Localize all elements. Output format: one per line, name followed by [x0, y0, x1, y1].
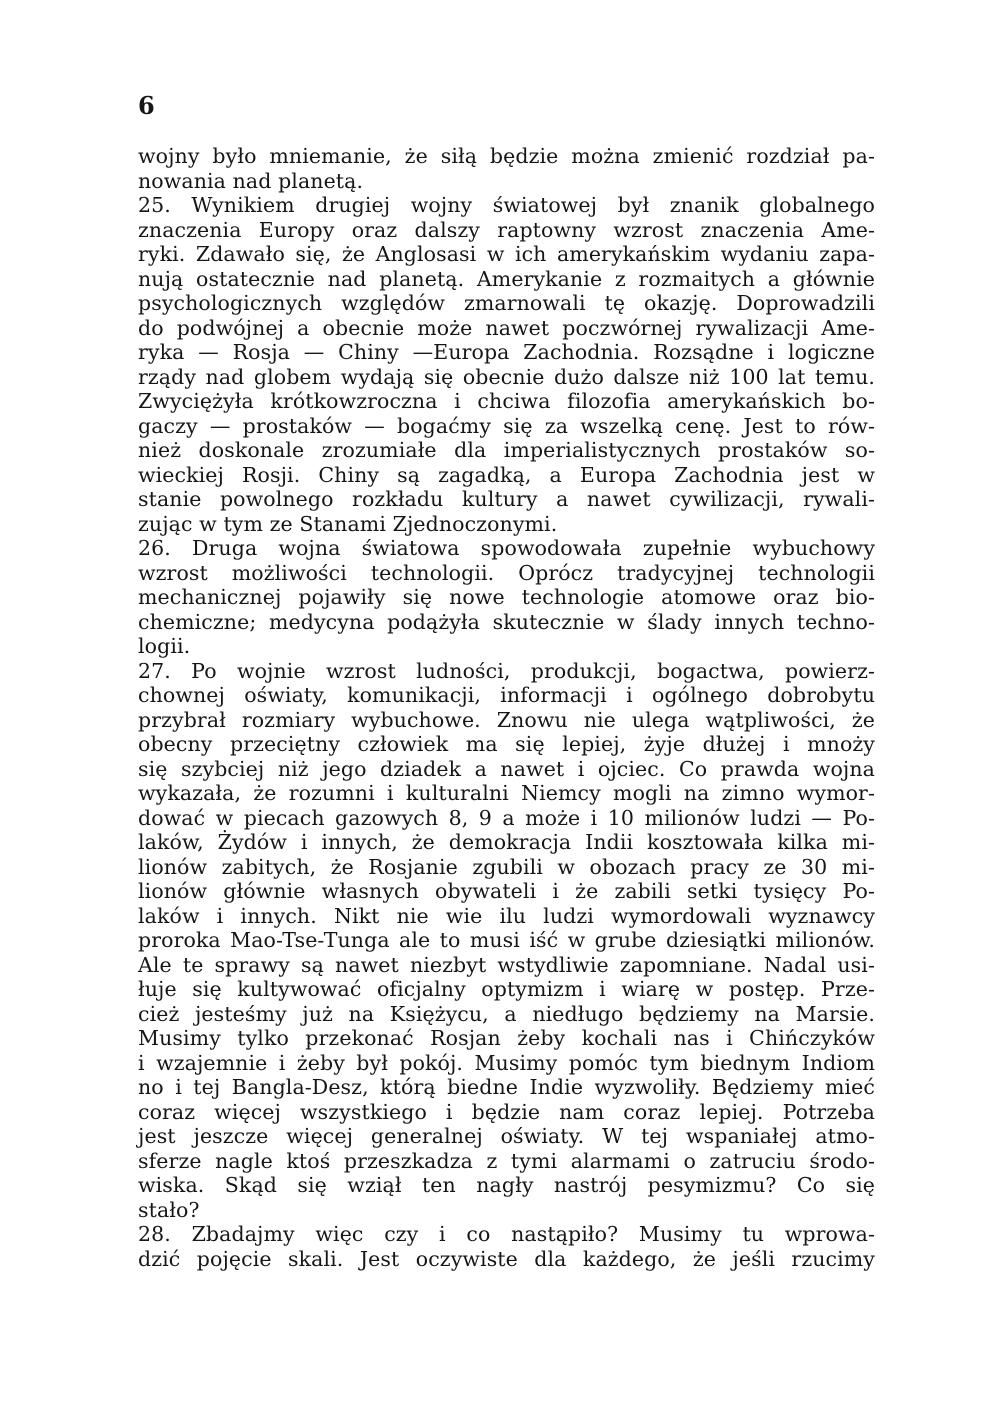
- text-line: Ale te sprawy są nawet niezbyt wstydliwie zapomniane. Nadal usi-: [138, 952, 875, 977]
- text-line: coraz więcej wszystkiego i będzie nam coraz lepiej. Potrzeba: [138, 1099, 875, 1124]
- text-block-main: [138, 144, 875, 1222]
- text-line: ryki. Zdawało się, że Anglosasi w ich amerykańskim wydaniu zapa-: [138, 242, 875, 266]
- text-line: psychologicznych względów zmarnowali tę okazję. Doprowadzili: [138, 291, 875, 315]
- text-line: dować w piecach gazowych 8, 9 a może i 10 milionów ludzi — Po-: [138, 805, 875, 830]
- text-line: dzić pojęcie skali. Jest oczywiste dla każdego, że jeśli rzucimy: [138, 1246, 875, 1271]
- text-line: sferze nagle ktoś przeszkadza z tymi alarmami o zatruciu środo-: [138, 1148, 875, 1173]
- text-line: wojny było mniemanie, że siłą będzie można zmienić rozdział pa-: [138, 144, 875, 168]
- text-line: lionów zabitych, że Rosjanie zgubili w obozach pracy ze 30 mi-: [138, 854, 875, 879]
- text-line: łuje się kultywować oficjalny optymizm i wiarę w postęp. Prze-: [138, 977, 875, 1001]
- text-line: wzrost możliwości technologii. Oprócz tradycyjnej technologii: [138, 560, 875, 585]
- text-line: i wzajemnie i żeby był pokój. Musimy pomóc tym biednym Indiom: [138, 1050, 875, 1075]
- text-line: cież jesteśmy już na Księżycu, a niedługo będziemy na Marsie.: [138, 1001, 875, 1026]
- text-line: 28. Zbadajmy więc czy i co nastąpiło? Musimy tu wprowa-: [138, 1222, 875, 1246]
- text-line: gaczy — prostaków — bogaćmy się za wszelką cenę. Jest to rów-: [138, 413, 875, 438]
- text-line: obecny przeciętny człowiek ma się lepiej, żyje dłużej i mnoży: [138, 732, 875, 756]
- text-line: Zwyciężyła krótkowzroczna i chciwa filozofia amerykańskich bo-: [138, 389, 875, 413]
- text-line: stało?: [138, 1197, 200, 1222]
- text-line: chownej oświaty, komunikacji, informacji i ogólnego dobrobytu: [138, 683, 875, 707]
- text-block-paragraph-28: [138, 1222, 875, 1271]
- text-line: Musimy tylko przekonać Rosjan żeby kochali nas i Chińczyków: [138, 1026, 875, 1050]
- text-line: logii.: [138, 634, 191, 658]
- text-line: lionów głównie własnych obywateli i że zabili setki tysięcy Po-: [138, 879, 875, 903]
- text-line: nują ostatecznie nad planetą. Amerykanie z rozmaitych a głównie: [138, 266, 875, 291]
- text-line: się szybciej niż jego dziadek a nawet i ojciec. Co prawda wojna: [138, 756, 875, 781]
- text-line: przybrał rozmiary wybuchowe. Znowu nie ulega wątpliwości, że: [138, 707, 875, 732]
- text-line: wieckiej Rosji. Chiny są zagadką, a Europa Zachodnia jest w: [138, 462, 875, 487]
- text-line: nież doskonale zrozumiałe dla imperialistycznych prostaków so-: [138, 438, 875, 462]
- text-line: laków, Żydów i innych, że demokracja Indii kosztowała kilka mi-: [138, 830, 875, 854]
- text-line: zując w tym ze Stanami Zjednoczonymi.: [138, 511, 558, 536]
- text-line: wykazała, że rozumni i kulturalni Niemcy mogli na zimno wymor-: [138, 781, 875, 805]
- text-line: 27. Po wojnie wzrost ludności, produkcji, bogactwa, powierz-: [138, 658, 875, 683]
- page-number: 6: [138, 91, 155, 120]
- text-line: jest jeszcze więcej generalnej oświaty. W tej wspaniałej atmo-: [138, 1124, 875, 1148]
- text-line: wiska. Skąd się wziął ten nagły nastrój pesymizmu? Co się: [138, 1173, 875, 1197]
- text-line: rządy nad globem wydają się obecnie dużo dalsze niż 100 lat temu.: [138, 364, 875, 389]
- text-line: laków i innych. Nikt nie wie ilu ludzi wymordowali wyznawcy: [138, 903, 875, 928]
- text-line: znaczenia Europy oraz dalszy raptowny wzrost znaczenia Ame-: [138, 217, 875, 242]
- text-line: no i tej Bangla-Desz, którą biedne Indie wyzwoliły. Będziemy mieć: [138, 1075, 875, 1099]
- text-line: 25. Wynikiem drugiej wojny światowej był znanik globalnego: [138, 193, 875, 217]
- text-line: stanie powolnego rozkładu kultury a nawet cywilizacji, rywali-: [138, 487, 875, 511]
- text-line: ryka — Rosja — Chiny —Europa Zachodnia. Rozsądne i logiczne: [138, 340, 875, 364]
- text-line: proroka Mao-Tse-Tunga ale to musi iść w grube dziesiątki milionów.: [138, 928, 875, 952]
- text-line: mechanicznej pojawiły się nowe technologie atomowe oraz bio-: [138, 585, 875, 609]
- text-line: do podwójnej a obecnie może nawet poczwórnej rywalizacji Ame-: [138, 315, 875, 340]
- text-line: nowania nad planetą.: [138, 168, 364, 193]
- text-line: chemiczne; medycyna podążyła skutecznie w ślady innych techno-: [138, 609, 875, 634]
- text-line: 26. Druga wojna światowa spowodowała zupełnie wybuchowy: [138, 536, 875, 560]
